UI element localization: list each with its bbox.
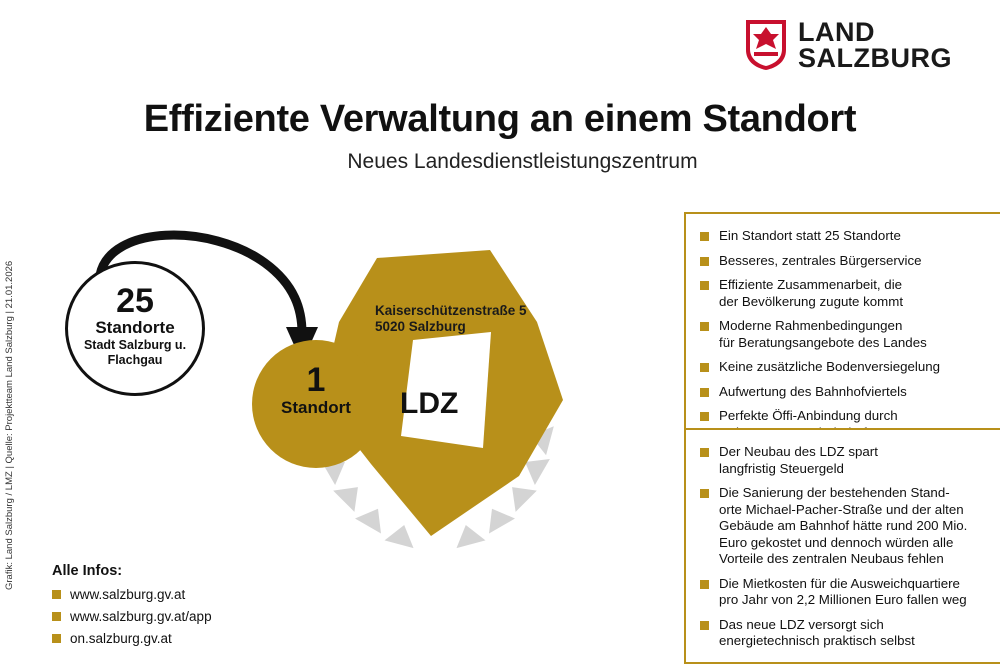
square-bullet-icon: [52, 612, 61, 621]
cost-item: [700, 576, 986, 609]
page-subtitle: Neues Landesdienstleistungszentrum: [347, 150, 698, 173]
cost-text: Der Neubau des LDZ spart langfristig Steuergeld: [719, 444, 878, 476]
benefit-item: [700, 359, 986, 376]
ldz-label: LDZ: [400, 387, 459, 420]
cost-text: Die Mietkosten für die Ausweichquartiere pro Jahr von 2,2 Millionen Euro fallen weg: [719, 575, 967, 607]
infos-heading: Alle Infos:: [52, 563, 123, 579]
info-link-row[interactable]: [52, 587, 352, 602]
target-location-bubble: [252, 340, 380, 468]
info-link[interactable]: on.salzburg.gv.at: [70, 631, 172, 646]
info-link-row[interactable]: [52, 609, 352, 624]
origin-locations-bubble: [65, 261, 205, 396]
info-link-row[interactable]: [52, 631, 352, 646]
logo-line-1: LAND: [798, 17, 875, 47]
logo-wordmark: [798, 19, 952, 71]
info-link[interactable]: www.salzburg.gv.at/app: [70, 609, 212, 624]
page-title: Effiziente Verwaltung an einem Standort: [143, 98, 857, 140]
origin-label: Standorte: [95, 318, 175, 337]
square-bullet-icon: [52, 590, 61, 599]
logo-line-2: SALZBURG: [798, 43, 952, 73]
square-bullet-icon: [700, 412, 709, 421]
square-bullet-icon: [700, 232, 709, 241]
origin-sub-line-1: Stadt Salzburg u.: [83, 338, 187, 352]
cost-item: [700, 444, 986, 477]
benefit-item: [700, 228, 986, 245]
cost-text: Das neue LDZ versorgt sich energietechnisch praktisch selbst: [719, 616, 915, 648]
credit-line: Grafik: Land Salzburg / LMZ | Quelle: Projektteam Land Salzburg | 21.01.2026: [4, 260, 15, 590]
address-line-1: Kaiserschützenstraße 5: [375, 303, 527, 318]
target-label: Standort: [281, 398, 351, 417]
address-line-2: 5020 Salzburg: [375, 319, 466, 334]
square-bullet-icon: [700, 621, 709, 630]
square-bullet-icon: [700, 257, 709, 266]
square-bullet-icon: [700, 388, 709, 397]
square-bullet-icon: [700, 363, 709, 372]
land-salzburg-logo: [744, 18, 952, 72]
benefit-text: Keine zusätzliche Bodenversiegelung: [719, 359, 941, 374]
benefit-item: [700, 318, 986, 351]
cost-text: Die Sanierung der bestehenden Stand- orte Michael-Pacher-Straße und der alten Gebäude am Bahnhof hätte rund 200 Mio. Euro gekostet und dennoch würden alle Vorteile des zentralen Neubaus fehlen: [719, 485, 968, 566]
cost-item: [700, 485, 986, 568]
info-link[interactable]: www.salzburg.gv.at: [70, 587, 186, 602]
benefit-text: Aufwertung des Bahnhofviertels: [719, 383, 907, 399]
benefit-item: [700, 384, 986, 401]
square-bullet-icon: [700, 281, 709, 290]
benefit-text: Perfekte Öffi-Anbindung durch: [719, 408, 898, 423]
benefit-text: Effiziente Zusammenarbeit, die der Bevölkerung zugute kommt: [719, 277, 904, 309]
salzburg-coat-of-arms-icon: [744, 18, 788, 72]
benefit-text: Moderne Rahmenbedingungen für Beratungsangebote des Landes: [719, 318, 927, 350]
origin-count: 25: [116, 282, 154, 320]
cost-panel: [684, 428, 1000, 664]
square-bullet-icon: [52, 634, 61, 643]
benefits-panel: [684, 212, 1000, 455]
benefit-text: Besseres, zentrales Bürgerservice: [719, 252, 922, 268]
benefit-text: Ein Standort statt 25 Standorte: [719, 228, 901, 243]
cost-item: [700, 617, 986, 650]
origin-sub-line-2: Flachgau: [107, 353, 163, 367]
all-infos-block: [52, 563, 352, 653]
square-bullet-icon: [700, 489, 709, 498]
building-address: [375, 303, 565, 335]
benefit-item: [700, 277, 986, 310]
target-count: 1: [306, 361, 326, 399]
square-bullet-icon: [700, 448, 709, 457]
square-bullet-icon: [700, 580, 709, 589]
benefit-item: [700, 253, 986, 270]
square-bullet-icon: [700, 322, 709, 331]
